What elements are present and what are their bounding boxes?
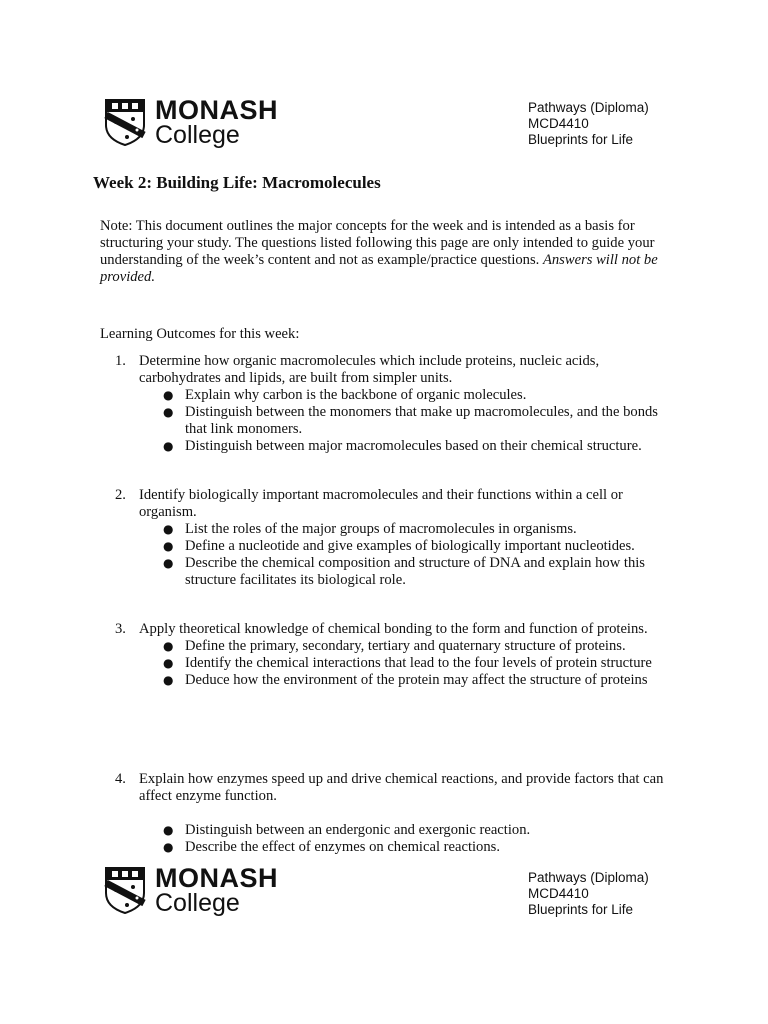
bullet-text: Distinguish between the monomers that make up macromolecules, and the bonds that link monomers.	[185, 404, 658, 437]
course-pathway: Pathways (Diploma)	[528, 100, 649, 115]
outcome-number: 1.	[115, 353, 126, 369]
bullet-icon: ●	[163, 556, 174, 570]
bullet-icon: ●	[163, 840, 174, 854]
bullet-item	[100, 387, 680, 404]
outcome-bullets	[100, 521, 680, 589]
bullet-item	[100, 839, 680, 856]
outcome-bullets	[100, 387, 680, 455]
bullet-text: List the roles of the major groups of macromolecules in organisms.	[185, 521, 577, 537]
course-pathway: Pathways (Diploma)	[528, 870, 649, 885]
bullet-item	[100, 438, 680, 455]
note-text: Note: This document outlines the major concepts for the week and is intended as a basis for structuring your study. The questions listed following this page are only intended to guide your understanding of the week’s content and not as example/practice questions.	[100, 218, 655, 268]
course-code: MCD4410	[528, 116, 589, 131]
outcome-number: 4.	[115, 771, 126, 787]
outcome-text: Explain how enzymes speed up and drive chemical reactions, and provide factors that can affect enzyme function.	[139, 771, 664, 804]
monash-college-logo	[103, 95, 293, 151]
bullet-text: Describe the chemical composition and structure of DNA and explain how this structure facilitates its biological role.	[185, 555, 645, 588]
outcome-bullets	[100, 822, 680, 856]
bullet-icon: ●	[163, 405, 174, 419]
logo-wordmark-college: College	[155, 889, 240, 917]
crest-icon	[103, 865, 147, 915]
course-info	[528, 100, 649, 148]
outcome-number: 3.	[115, 621, 126, 637]
note-paragraph	[100, 218, 670, 286]
outcome-4	[100, 771, 680, 856]
outcome-bullets	[100, 638, 680, 689]
bullet-text: Define the primary, secondary, tertiary and quaternary structure of proteins.	[185, 638, 626, 654]
outcome-text: Apply theoretical knowledge of chemical bonding to the form and function of proteins.	[139, 621, 648, 637]
crest-icon	[103, 97, 147, 147]
bullet-item	[100, 672, 680, 689]
outcome-text: Determine how organic macromolecules which include proteins, nucleic acids, carbohydrates and lipids, are built from simpler units.	[139, 353, 600, 386]
bullet-item	[100, 404, 680, 438]
bullet-item	[100, 638, 680, 655]
course-title: Blueprints for Life	[528, 132, 634, 147]
bullet-text: Deduce how the environment of the protein may affect the structure of proteins	[185, 672, 648, 688]
bullet-item	[100, 655, 680, 672]
bullet-icon: ●	[163, 539, 174, 553]
bullet-item	[100, 521, 680, 538]
bullet-icon: ●	[163, 522, 174, 536]
course-info	[528, 870, 649, 918]
bullet-text: Distinguish between an endergonic and exergonic reaction.	[185, 822, 531, 838]
bullet-icon: ●	[163, 823, 174, 837]
outcome-1	[100, 353, 680, 455]
logo-wordmark-monash: MONASH	[155, 95, 278, 125]
bullet-icon: ●	[163, 388, 174, 402]
bullet-item	[100, 822, 680, 839]
logo-wordmark-monash: MONASH	[155, 863, 278, 893]
outcome-2	[100, 487, 680, 589]
outcome-text: Identify biologically important macromolecules and their functions within a cell or organism.	[139, 487, 623, 520]
bullet-text: Explain why carbon is the backbone of organic molecules.	[185, 387, 527, 403]
outcome-3	[100, 621, 680, 689]
logo-wordmark-college: College	[155, 121, 240, 149]
bullet-item	[100, 538, 680, 555]
course-title: Blueprints for Life	[528, 902, 634, 917]
learning-outcomes-heading: Learning Outcomes for this week:	[100, 326, 300, 342]
page-title: Week 2: Building Life: Macromolecules	[93, 173, 381, 192]
note-emphasis: Answers will not be provided.	[100, 252, 658, 285]
bullet-text: Distinguish between major macromolecules based on their chemical structure.	[185, 438, 642, 454]
outcome-number: 2.	[115, 487, 126, 503]
bullet-text: Define a nucleotide and give examples of biologically important nucleotides.	[185, 538, 635, 554]
monash-college-logo	[103, 863, 293, 919]
bullet-text: Identify the chemical interactions that lead to the four levels of protein structure	[185, 655, 652, 671]
course-code: MCD4410	[528, 886, 589, 901]
bullet-icon: ●	[163, 673, 174, 687]
bullet-icon: ●	[163, 439, 174, 453]
bullet-text: Describe the effect of enzymes on chemical reactions.	[185, 839, 500, 855]
bullet-icon: ●	[163, 639, 174, 653]
bullet-icon: ●	[163, 656, 174, 670]
bullet-item	[100, 555, 680, 589]
